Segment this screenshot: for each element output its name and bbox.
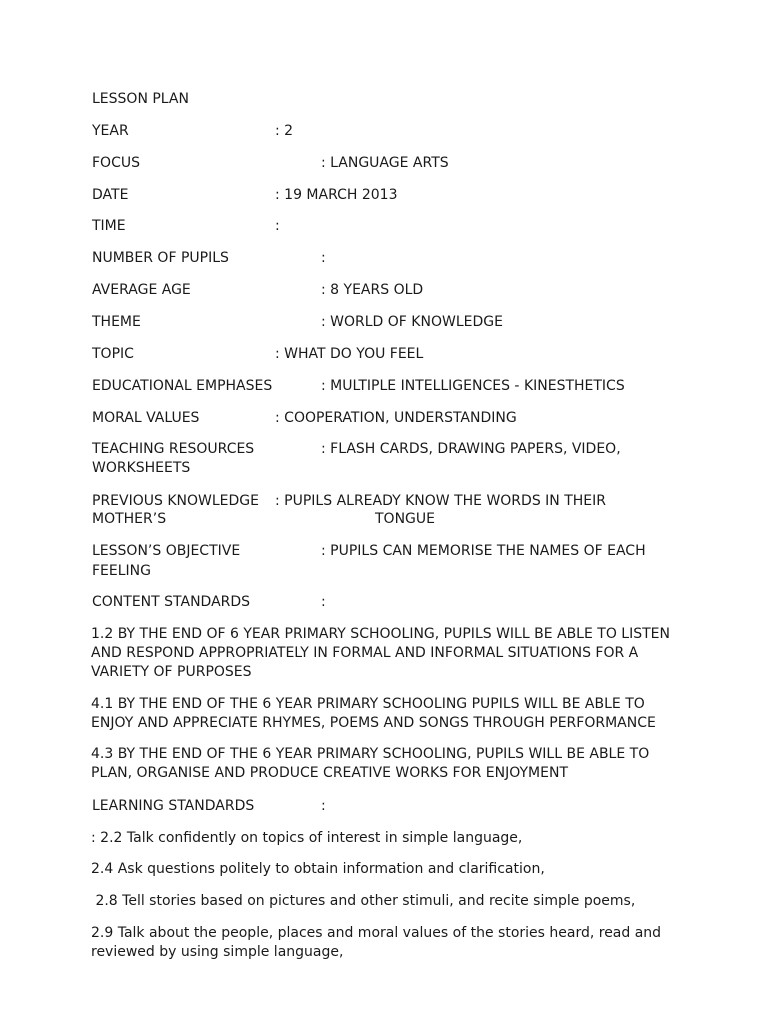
moral-values-label: MORAL VALUES bbox=[92, 410, 200, 426]
date-value: : 19 MARCH 2013 bbox=[275, 187, 398, 203]
age-value: : 8 YEARS OLD bbox=[321, 282, 424, 298]
content-standard-1-2: 1.2 BY THE END OF 6 YEAR PRIMARY SCHOOLING, PUPILS WILL BE ABLE TO LISTEN AND RESPOND APPROPRIATELY IN FORMAL AND INFORMAL SITUATIONS FOR A VARIETY OF PURPOSES bbox=[91, 626, 670, 681]
resources-label: TEACHING RESOURCES bbox=[92, 441, 255, 457]
focus-label: FOCUS bbox=[92, 155, 140, 171]
learning-standard-2-9: 2.9 Talk about the people, places and moral values of the stories heard, read and reviewed by using simple language, bbox=[91, 925, 662, 961]
learning-standards-value: : bbox=[321, 798, 326, 814]
learning-standard-2-4: 2.4 Ask questions politely to obtain information and clarification, bbox=[91, 861, 545, 877]
theme-value: : WORLD OF KNOWLEDGE bbox=[321, 314, 503, 330]
topic-label: TOPIC bbox=[92, 346, 134, 362]
theme-label: THEME bbox=[92, 314, 141, 330]
content-standards-label: CONTENT STANDARDS bbox=[92, 594, 251, 610]
content-standard-4-3: 4.3 BY THE END OF THE 6 YEAR PRIMARY SCHOOLING, PUPILS WILL BE ABLE TO PLAN, ORGANISE AND PRODUCE CREATIVE WORKS FOR ENJOYMENT bbox=[91, 746, 650, 782]
focus-value: : LANGUAGE ARTS bbox=[321, 155, 449, 171]
previous-knowledge-label: PREVIOUS KNOWLEDGE bbox=[92, 493, 259, 509]
emphases-value: : MULTIPLE INTELLIGENCES - KINESTHETICS bbox=[321, 378, 625, 394]
age-label: AVERAGE AGE bbox=[92, 282, 191, 298]
objective-label: LESSON’S OBJECTIVE bbox=[92, 543, 241, 559]
time-value: : bbox=[275, 218, 280, 234]
moral-values-value: : COOPERATION, UNDERSTANDING bbox=[275, 410, 517, 426]
objective-value: : PUPILS CAN MEMORISE THE NAMES OF EACH bbox=[321, 543, 646, 559]
resources-value: : FLASH CARDS, DRAWING PAPERS, VIDEO, bbox=[321, 441, 621, 457]
previous-knowledge-continued-b: TONGUE bbox=[375, 511, 435, 527]
learning-standard-2-2: : 2.2 Talk confidently on topics of interest in simple language, bbox=[91, 830, 523, 846]
content-standards-value: : bbox=[321, 594, 326, 610]
previous-knowledge-value: : PUPILS ALREADY KNOW THE WORDS IN THEIR bbox=[275, 493, 606, 509]
content-standard-4-1: 4.1 BY THE END OF THE 6 YEAR PRIMARY SCHOOLING PUPILS WILL BE ABLE TO ENJOY AND APPRECIATE RHYMES, POEMS AND SONGS THROUGH PERFORMANCE bbox=[91, 696, 656, 732]
year-value: : 2 bbox=[275, 123, 294, 139]
time-label: TIME bbox=[92, 218, 126, 234]
objective-value-continued: FEELING bbox=[92, 563, 151, 579]
date-label: DATE bbox=[92, 187, 129, 203]
year-label: YEAR bbox=[92, 123, 129, 139]
pupils-label: NUMBER OF PUPILS bbox=[92, 250, 229, 266]
topic-value: : WHAT DO YOU FEEL bbox=[275, 346, 424, 362]
learning-standard-2-8: 2.8 Tell stories based on pictures and other stimuli, and recite simple poems, bbox=[91, 893, 636, 909]
emphases-label: EDUCATIONAL EMPHASES bbox=[92, 378, 273, 394]
document-title: LESSON PLAN bbox=[92, 91, 189, 107]
learning-standards-label: LEARNING STANDARDS bbox=[92, 798, 255, 814]
resources-value-continued: WORKSHEETS bbox=[92, 460, 191, 476]
previous-knowledge-continued-a: MOTHER’S bbox=[92, 511, 167, 527]
pupils-value: : bbox=[321, 250, 326, 266]
